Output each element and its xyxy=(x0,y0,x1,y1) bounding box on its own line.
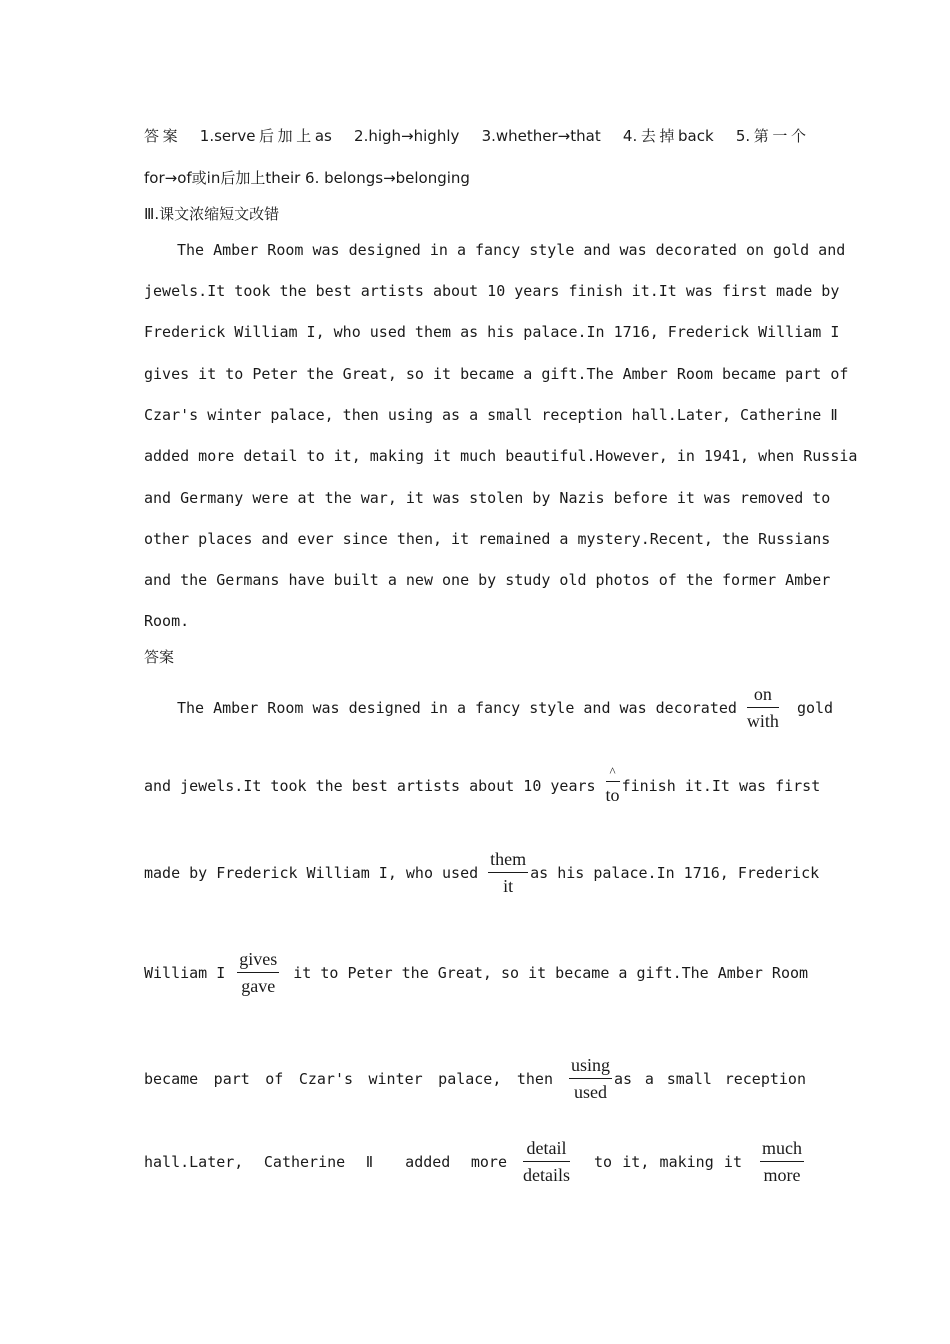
corrected-row-1: The Amber Room was designed in a fancy style and was decorated $\frac{on}{\text{with}}$ gold xyxy=(177,684,834,731)
correction-mark: $\frac{\text{detail}}{\text{details}}$ xyxy=(523,1138,570,1185)
correction-mark: $\frac{\text{gives}}{\text{gave}}$ xyxy=(239,949,278,996)
passage-line: Room. xyxy=(144,612,190,630)
correction-mark: $\frac{\text{them}}{it}$ xyxy=(490,849,527,896)
section-title: Ⅲ.课文浓缩短文改错 xyxy=(144,205,280,223)
answer-key-line-1: 答案 1.serve后加上as 2.high→highly 3.whether→that 4.去掉back 5.第一个 xyxy=(144,127,806,145)
corrected-row-6: hall.Later, Catherine Ⅱ added more $\frac{\text{detail}}{\text{details}}$ to it, making it $\frac{\text{much}}{\text{more}}$ xyxy=(144,1136,806,1187)
correction-mark: $\frac{on}{\text{with}}$ xyxy=(746,684,779,731)
insertion-mark: $\frac{\^{}}{to}$ xyxy=(605,764,620,805)
answer-label: 答案 xyxy=(144,648,175,666)
passage-line: added more detail to it, making it much beautiful.However, in 1941, when Russia xyxy=(144,447,858,465)
correction-mark: $\frac{\text{much}}{\text{more}}$ xyxy=(762,1138,802,1185)
passage-line: The Amber Room was designed in a fancy style and was decorated on gold and xyxy=(177,241,846,259)
corrected-row-3: made by Frederick William I, who used $\frac{\text{them}}{it}$ as his palace.In 1716, Frederick xyxy=(144,849,820,896)
corrected-row-2: and jewels.It took the best artists about 10 years $\frac{\^{}}{to}$ finish it.It was first xyxy=(144,764,821,805)
passage-line: and the Germans have built a new one by study old photos of the former Amber xyxy=(144,571,831,589)
passage-line: jewels.It took the best artists about 10 years finish it.It was first made by xyxy=(144,282,840,300)
passage-line: Frederick William I, who used them as his palace.In 1716, Frederick William I xyxy=(144,323,840,341)
answer-key-line-2: for→of或in后加上their 6. belongs→belonging xyxy=(144,169,470,187)
passage-line: other places and ever since then, it remained a mystery.Recent, the Russians xyxy=(144,530,831,548)
passage-line: and Germany were at the war, it was stolen by Nazis before it was removed to xyxy=(144,489,831,507)
passage-line: gives it to Peter the Great, so it became a gift.The Amber Room became part of xyxy=(144,365,849,383)
corrected-row-5: became part of Czar's winter palace, then $\frac{using}{\text{used}}$ as a small reception xyxy=(144,1055,806,1102)
passage-line: Czar's winter palace, then using as a small reception hall.Later, Catherine Ⅱ xyxy=(144,406,838,424)
corrected-row-4: William I $\frac{\text{gives}}{\text{gave}}$ it to Peter the Great, so it became a gift.The Amber Room xyxy=(144,949,809,996)
correction-mark: $\frac{using}{\text{used}}$ xyxy=(570,1055,610,1102)
